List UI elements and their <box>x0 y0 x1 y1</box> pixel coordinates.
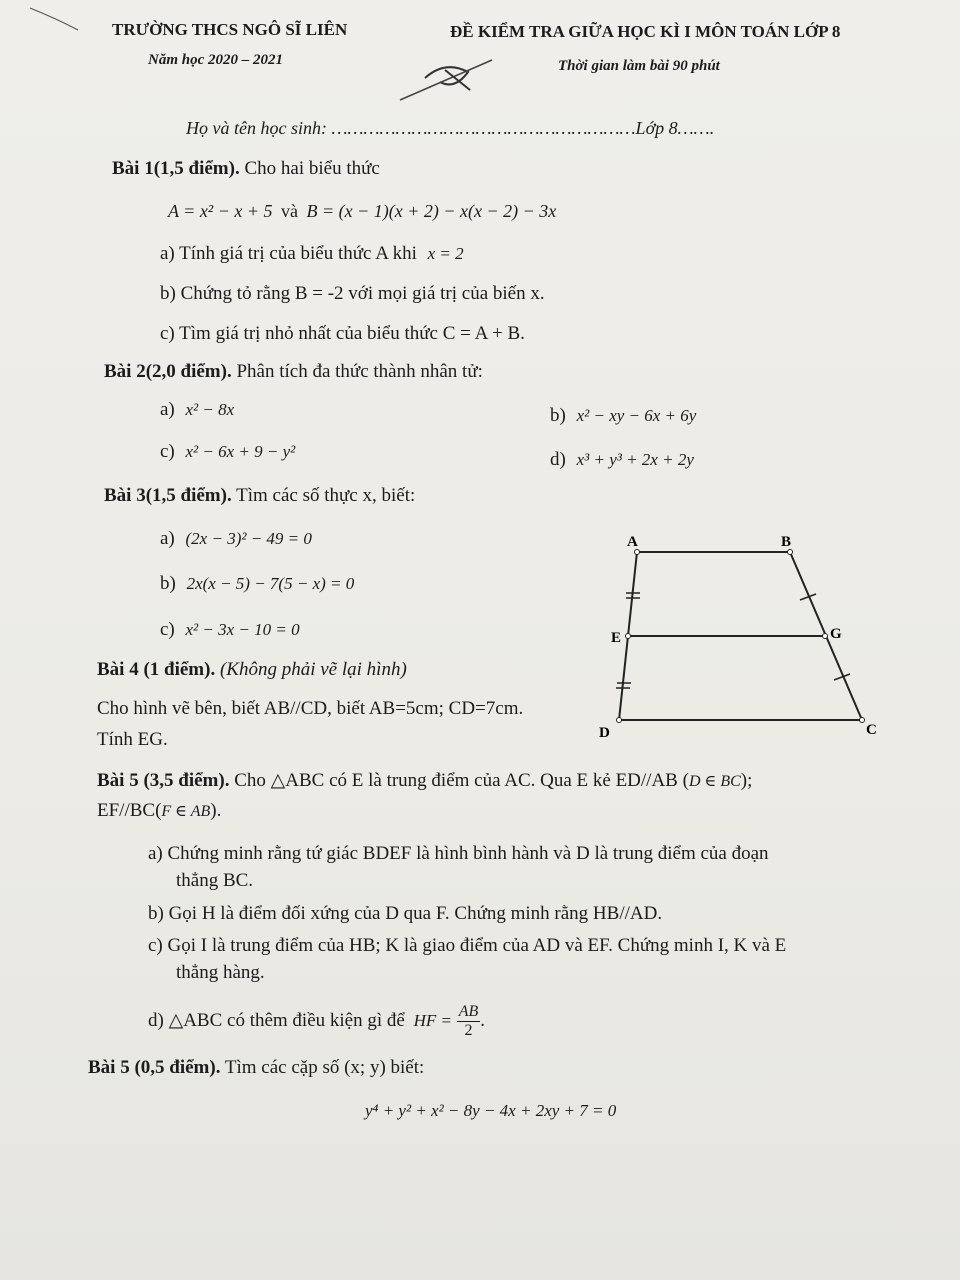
bai3-intro: Tìm các số thực x, biết: <box>231 485 416 506</box>
bai3-b-label: b) <box>160 573 176 594</box>
bai2-d-expr: x³ + y³ + 2x + 2y <box>576 450 694 469</box>
bai1-intro: Cho hai biểu thức <box>239 158 380 179</box>
point-g <box>823 634 828 639</box>
bai4-heading <box>97 658 407 682</box>
bai3-item-b <box>160 572 354 596</box>
bai4-line1: Cho hình vẽ bên, biết AB//CD, biết AB=5cm; CD=7cm. <box>97 698 524 719</box>
bai2-d-label: d) <box>550 449 566 470</box>
exam-duration: Thời gian làm bài 90 phút <box>558 58 720 74</box>
bai2-b-expr: x² − xy − 6x + 6y <box>576 406 697 425</box>
bai5-line2-end: ). <box>210 800 222 821</box>
bai4-title: Bài 4 (1 điểm). <box>97 659 216 680</box>
bai5-d-text: d) △ABC có thêm điều kiện gì để <box>148 1010 405 1031</box>
expr-connector: và <box>280 201 298 221</box>
bai4-line2: Tính EG. <box>97 729 168 750</box>
bai1-title: Bài 1(1,5 điểm). <box>112 158 240 179</box>
bai3-item-a <box>160 527 312 551</box>
bai2-title: Bài 2(2,0 điểm). <box>104 361 232 382</box>
expr-b: B = (x − 1)(x + 2) − x(x − 2) − 3x <box>306 201 557 221</box>
trapezoid-figure <box>590 530 890 745</box>
bai5-line2-pre: EF//BC( <box>97 800 162 821</box>
bai1-expressions <box>168 199 556 223</box>
bai5-item-b: b) Gọi H là điểm đối xứng của D qua F. Chứng minh rằng HB//AD. <box>148 903 663 924</box>
bai5-intro-cond: D ∈ BC <box>688 773 741 790</box>
bai1-item-a <box>160 242 464 266</box>
bai5-item-a-line2: thẳng BC. <box>176 870 254 891</box>
bai2-item-d <box>550 448 694 472</box>
bai3-a-expr: (2x − 3)² − 49 = 0 <box>185 529 312 548</box>
point-b <box>788 550 793 555</box>
label-d: D <box>599 725 610 741</box>
bai6-heading <box>88 1056 424 1080</box>
point-c <box>860 718 865 723</box>
bai5-intro-end: ); <box>740 770 753 791</box>
point-d <box>617 718 622 723</box>
bai1-a-cond: x = 2 <box>427 244 464 263</box>
bai1-item-c: c) Tìm giá trị nhỏ nhất của biểu thức C = A + B. <box>160 323 525 344</box>
bai2-item-a <box>160 398 234 422</box>
bai5-intro: Cho △ABC có E là trung điểm của AC. Qua E kẻ ED//AB ( <box>229 770 689 791</box>
bai3-b-expr: 2x(x − 5) − 7(5 − x) = 0 <box>186 574 355 593</box>
student-info-line: Họ và tên học sinh: …………………………………………………Lớp 8……. <box>186 118 715 138</box>
fraction-denominator: 2 <box>464 1022 473 1040</box>
exam-title: ĐỀ KIỂM TRA GIỮA HỌC KÌ I MÔN TOÁN LỚP 8 <box>450 22 841 41</box>
fraction-numerator: AB <box>458 1003 479 1021</box>
bai6-equation: y⁴ + y² + x² − 8y − 4x + 2xy + 7 = 0 <box>365 1101 617 1120</box>
label-c: C <box>866 722 877 738</box>
label-e: E <box>611 630 622 646</box>
bai6-title: Bài 5 (0,5 điểm). <box>88 1057 221 1078</box>
bai1-heading <box>112 157 380 181</box>
bai2-a-label: a) <box>160 399 175 420</box>
bai2-b-label: b) <box>550 405 566 426</box>
label-b: B <box>781 534 792 550</box>
bai5-line2 <box>97 799 221 824</box>
bai6-intro: Tìm các cặp số (x; y) biết: <box>220 1057 425 1078</box>
bai2-heading <box>104 360 483 384</box>
bai2-c-label: c) <box>160 441 175 462</box>
bai3-heading <box>104 484 415 508</box>
bai5-d-lhs: HF = <box>413 1011 452 1030</box>
bai4-note: (Không phải vẽ lại hình) <box>215 659 407 680</box>
bai5-title: Bài 5 (3,5 điểm). <box>97 770 230 791</box>
bai3-c-label: c) <box>160 619 175 640</box>
bai2-item-c <box>160 440 295 464</box>
label-a: A <box>627 534 638 550</box>
bai2-c-expr: x² − 6x + 9 − y² <box>185 442 296 461</box>
bai5-heading <box>97 769 752 794</box>
bai5-item-d: d) △ABC có thêm điều kiện gì để HF = $\frac{AB}{2}$ . <box>148 1003 486 1040</box>
bai3-title: Bài 3(1,5 điểm). <box>104 485 232 506</box>
bai3-a-label: a) <box>160 528 175 549</box>
expr-a: A = x² − x + 5 <box>168 201 273 221</box>
bai1-item-b: b) Chứng tỏ rằng B = -2 với mọi giá trị của biến x. <box>160 283 545 304</box>
bai5-item-c-line1: c) Gọi I là trung điểm của HB; K là giao điểm của AD và EF. Chứng minh I, K và E <box>148 935 787 956</box>
point-a <box>635 550 640 555</box>
bai5-item-a-line1: a) Chứng minh rằng tứ giác BDEF là hình bình hành và D là trung điểm của đoạn <box>148 843 769 864</box>
school-name: TRƯỜNG THCS NGÔ SĨ LIÊN <box>112 20 348 39</box>
label-g: G <box>830 626 842 642</box>
bai2-item-b <box>550 404 696 428</box>
bai5-item-c-line2: thẳng hàng. <box>176 962 265 983</box>
point-e <box>626 634 631 639</box>
fraction-ab-over-2 <box>457 1003 481 1040</box>
bai2-a-expr: x² − 8x <box>185 400 235 419</box>
bai1-a-text: a) Tính giá trị của biểu thức A khi <box>160 243 417 264</box>
school-year: Năm học 2020 – 2021 <box>148 52 283 68</box>
bai3-item-c <box>160 618 300 642</box>
bai3-c-expr: x² − 3x − 10 = 0 <box>185 620 300 639</box>
bai5-line2-cond: F ∈ AB <box>161 803 211 820</box>
bai2-intro: Phân tích đa thức thành nhân tử: <box>231 361 483 382</box>
